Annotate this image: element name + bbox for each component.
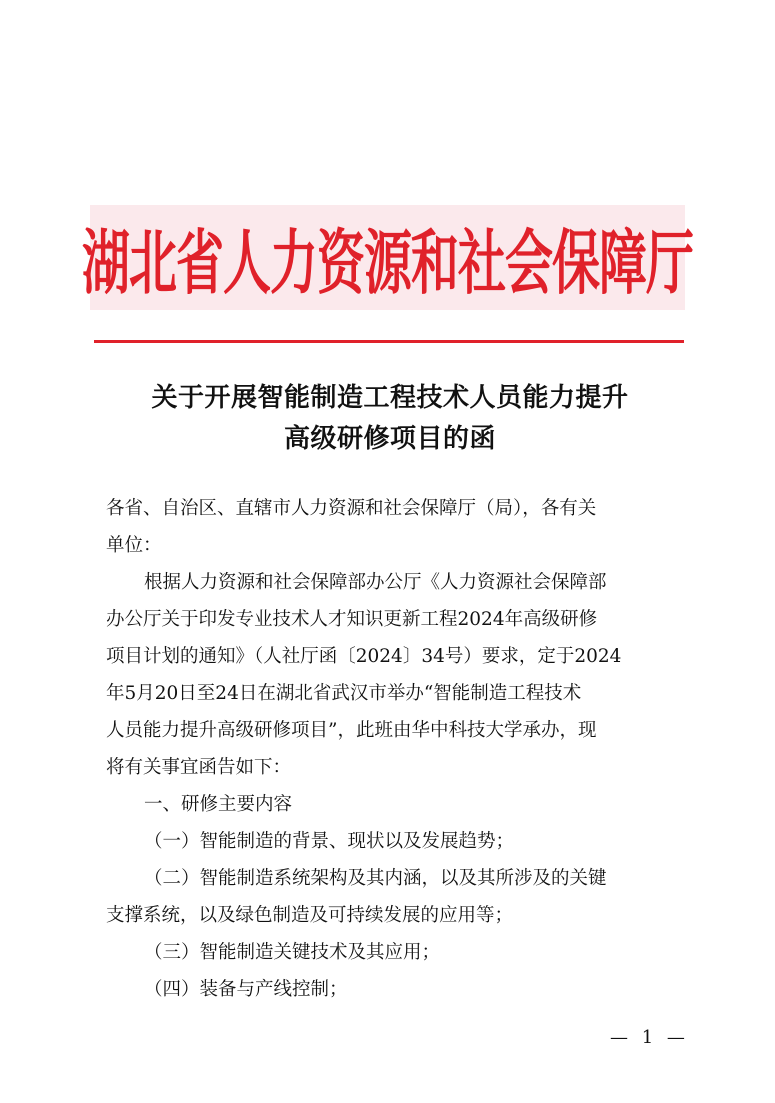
- body-line-text: 根据人力资源和社会保障部办公厅《人力资源社会保障部: [144, 572, 607, 593]
- body-line-text: 单位：: [106, 535, 162, 556]
- page-number: — 1 —: [610, 1027, 689, 1048]
- letterhead-banner: [82, 205, 694, 310]
- list-item-text: （四）装备与产线控制；: [144, 979, 348, 1000]
- body-line-7: [106, 712, 670, 749]
- list-item-3: [106, 934, 670, 971]
- list-item-text: （二）智能制造系统架构及其内涵，以及其所涉及的关键: [144, 868, 607, 889]
- section-heading-text: 一、研修主要内容: [144, 794, 293, 815]
- list-item-1: [106, 823, 670, 860]
- list-item-text: 支撑系统，以及绿色制造及可持续发展的应用等；: [106, 905, 514, 926]
- list-item-text: （一）智能制造的背景、现状以及发展趋势；: [144, 831, 515, 852]
- list-item-text: （三）智能制造关键技术及其应用；: [144, 942, 441, 963]
- body-line-text: 年5月20日至24日在湖北省武汉市举办“智能制造工程技术: [106, 683, 582, 704]
- body-line-text: 将有关事宜函告如下：: [106, 757, 292, 778]
- section-heading-1: [106, 786, 670, 823]
- document-title-line-1: 关于开展智能制造工程技术人员能力提升: [151, 383, 629, 413]
- body-line-2: [106, 527, 670, 564]
- body-line-text: 项目计划的通知》（人社厅函〔2024〕34号）要求，定于2024: [106, 646, 622, 667]
- body-line-8: [106, 749, 670, 786]
- list-item-2: [106, 860, 670, 897]
- body-line-5: [106, 638, 670, 675]
- list-item-4: [106, 971, 670, 1008]
- body-line-text: 人员能力提升高级研修项目”，此班由华中科技大学承办，现: [106, 720, 597, 741]
- letter-body: [106, 490, 670, 1008]
- list-item-2-continued: [106, 897, 670, 934]
- body-line-1: [106, 490, 670, 527]
- document-title-line-2: 高级研修项目的函: [283, 424, 496, 454]
- body-line-text: 各省、自治区、直辖市人力资源和社会保障厅（局），各有关: [106, 498, 597, 519]
- body-line-3: [106, 564, 670, 601]
- letterhead-red-rule: [94, 340, 684, 343]
- body-line-4: [106, 601, 670, 638]
- letterhead-org-name: 湖北省人力资源和社会保障厅: [82, 223, 694, 305]
- body-line-text: 办公厅关于印发专业技术人才知识更新工程2024年高级研修: [106, 609, 598, 630]
- body-line-6: [106, 675, 670, 712]
